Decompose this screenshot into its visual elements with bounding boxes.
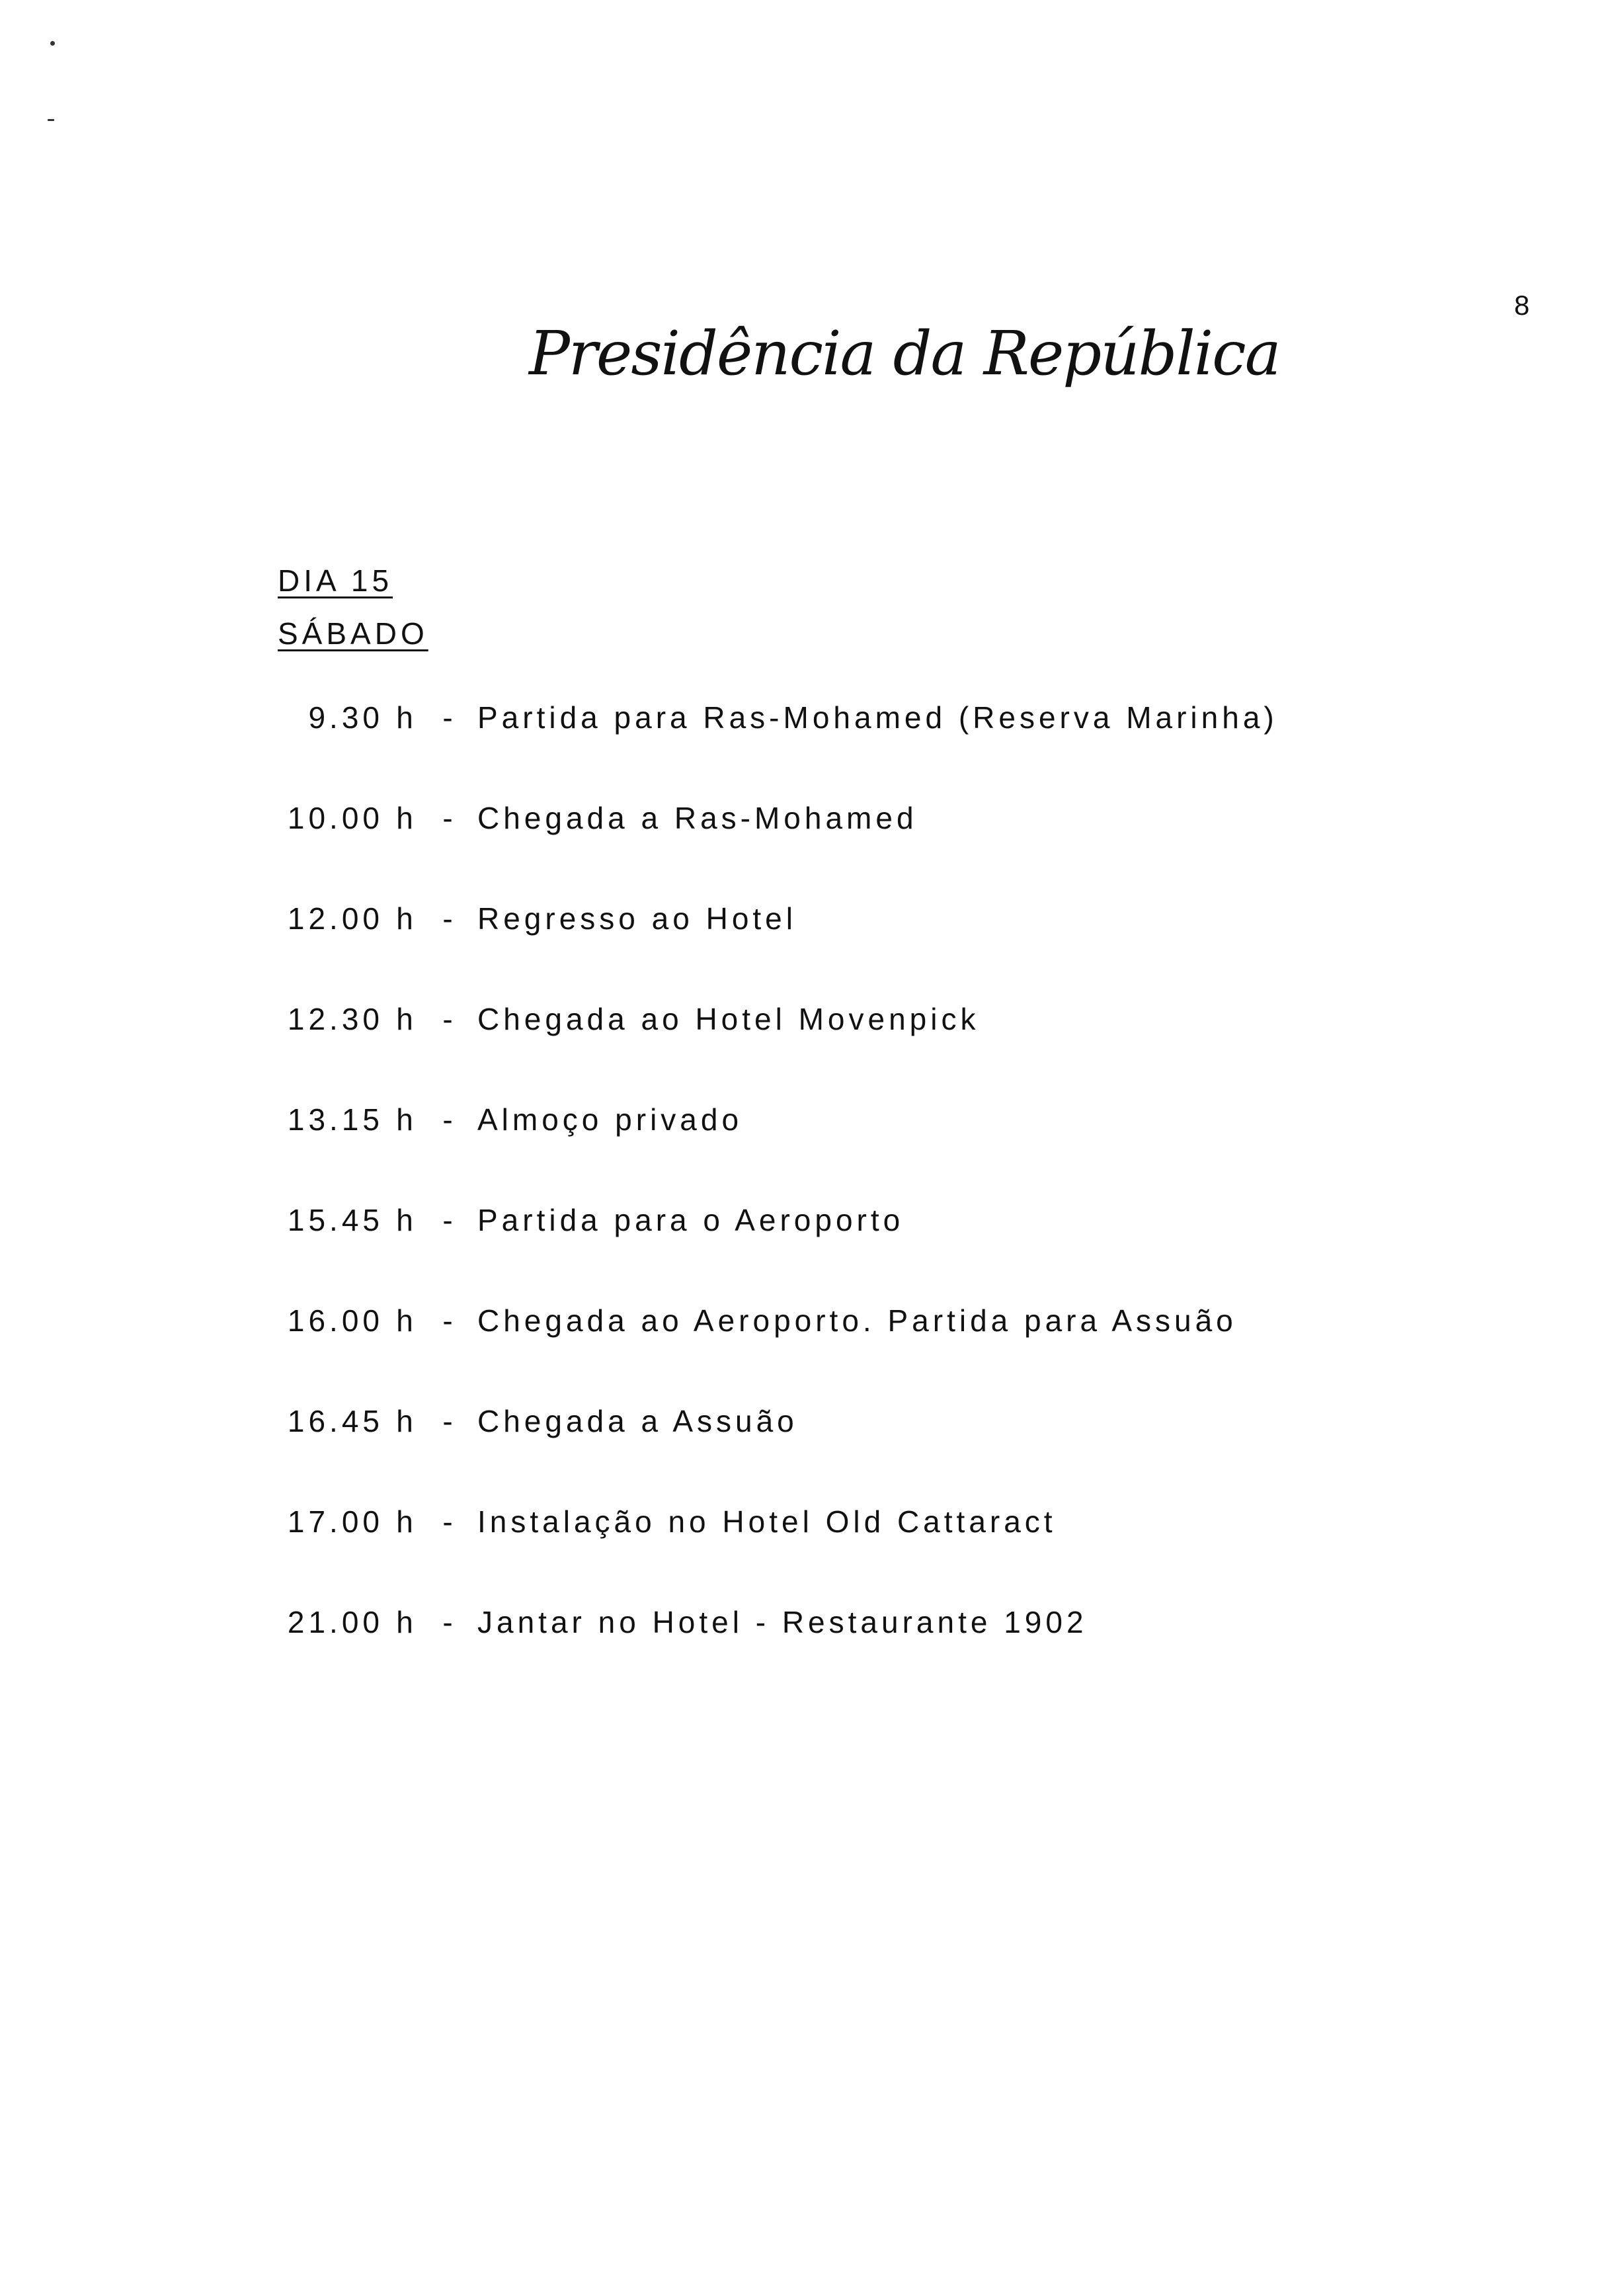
schedule-unit: h: [396, 1203, 417, 1237]
schedule-time: 12.00: [287, 901, 383, 936]
schedule-row: [278, 1504, 1534, 1604]
schedule-row: [278, 1604, 1534, 1705]
schedule-row: [278, 1001, 1534, 1102]
schedule-time: 21.00: [287, 1605, 383, 1639]
schedule-separator: -: [442, 1303, 457, 1338]
page-number: 8: [1514, 290, 1531, 321]
schedule-time: 10.00: [287, 801, 383, 835]
schedule-description: Chegada a Ras-Mohamed: [477, 801, 918, 835]
schedule-unit: h: [396, 700, 417, 735]
schedule-time: 16.45: [287, 1404, 383, 1438]
weekday-label: SÁBADO: [278, 616, 428, 651]
day-header: [278, 554, 428, 660]
schedule-unit: h: [396, 1504, 417, 1539]
schedule-description: Almoço privado: [477, 1102, 743, 1137]
schedule-unit: h: [396, 1303, 417, 1338]
schedule-unit: h: [396, 1404, 417, 1438]
schedule-row: [278, 800, 1534, 901]
schedule-description: Regresso ao Hotel: [477, 901, 797, 936]
schedule-description: Jantar no Hotel - Restaurante 1902: [477, 1605, 1088, 1639]
letterhead: Presidência da República: [529, 318, 1280, 389]
schedule-separator: -: [442, 801, 457, 835]
schedule-separator: -: [442, 1605, 457, 1639]
schedule-time: 16.00: [287, 1303, 383, 1338]
schedule-separator: -: [442, 700, 457, 735]
scan-speck: [48, 119, 54, 121]
schedule-separator: -: [442, 1504, 457, 1539]
schedule-unit: h: [396, 801, 417, 835]
day-label: DIA 15: [278, 563, 393, 598]
schedule-row: [278, 1303, 1534, 1403]
schedule-unit: h: [396, 1102, 417, 1137]
schedule-description: Chegada ao Aeroporto. Partida para Assuão: [477, 1303, 1237, 1338]
schedule-separator: -: [442, 1404, 457, 1438]
schedule-time: 17.00: [287, 1504, 383, 1539]
schedule-row: [278, 1403, 1534, 1504]
schedule-description: Chegada a Assuão: [477, 1404, 798, 1438]
schedule-description: Chegada ao Hotel Movenpick: [477, 1002, 980, 1036]
scan-speck: [50, 41, 55, 46]
schedule-separator: -: [442, 1203, 457, 1237]
schedule-separator: -: [442, 1002, 457, 1036]
schedule-row: [278, 901, 1534, 1001]
schedule-unit: h: [396, 901, 417, 936]
schedule-row: [278, 700, 1534, 800]
schedule-list: [278, 700, 1534, 1705]
schedule-row: [278, 1102, 1534, 1202]
schedule-unit: h: [396, 1002, 417, 1036]
schedule-time: 13.15: [287, 1102, 383, 1137]
schedule-separator: -: [442, 1102, 457, 1137]
schedule-description: Partida para o Aeroporto: [477, 1203, 904, 1237]
schedule-time: 12.30: [287, 1002, 383, 1036]
schedule-time: 15.45: [287, 1203, 383, 1237]
schedule-description: Partida para Ras-Mohamed (Reserva Marinha): [477, 700, 1278, 735]
schedule-unit: h: [396, 1605, 417, 1639]
schedule-separator: -: [442, 901, 457, 936]
schedule-time: 9.30: [308, 700, 383, 735]
schedule-description: Instalação no Hotel Old Cattaract: [477, 1504, 1057, 1539]
schedule-row: [278, 1202, 1534, 1303]
